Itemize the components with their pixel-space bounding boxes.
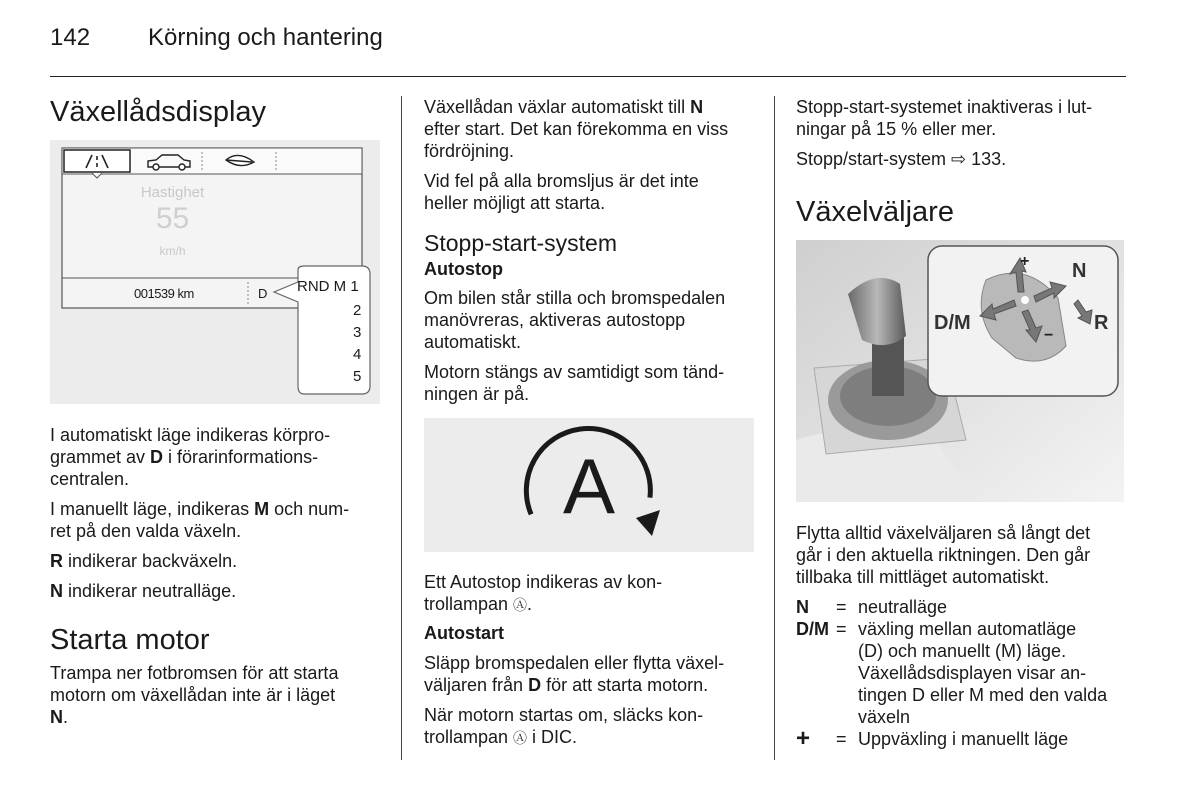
callout-gear-4: 4 <box>353 346 362 363</box>
legend-key-plus: + <box>796 725 811 752</box>
callout-gear-2: 2 <box>353 302 362 319</box>
col2-autostart-text <box>424 652 760 749</box>
shifter-label-dm: D/M <box>934 312 971 334</box>
heading-vaxelladsdisplay: Växellådsdisplay <box>50 96 267 128</box>
autostop-symbol-figure <box>424 418 754 552</box>
shifter-label-n: N <box>1072 260 1087 282</box>
shifter-label-r: R <box>1094 312 1109 334</box>
speed-unit: km/h <box>159 244 186 258</box>
callout-gear-5: 5 <box>353 368 362 385</box>
col2-lower-text <box>424 571 760 616</box>
legend-row <box>796 596 1107 618</box>
col3-shifter-text <box>796 522 1136 588</box>
paragraph: Flytta alltid växelväljaren så långt det går i den aktuella riktningen. Den går tillbaka till mittläget automatiskt. <box>796 523 1091 587</box>
autostop-indicator-icon: Ⓐ <box>513 597 528 613</box>
legend-eq: = <box>836 729 847 749</box>
callout-gear-positions: RND M 1 <box>297 278 359 295</box>
paragraph: N indikerar neutralläge. <box>50 581 237 601</box>
gearbox-display-figure <box>50 140 380 404</box>
heading-vaxelvaljare: Växelväljare <box>796 196 954 228</box>
gearbox-display-illustration <box>50 140 380 404</box>
paragraph: När motorn startas om, släcks kon- trollampan Ⓐ i DIC. <box>424 705 704 747</box>
column-divider-2 <box>774 96 775 760</box>
callout-gear-numbers <box>353 300 361 388</box>
paragraph: R indikerar backväxeln. <box>50 551 238 571</box>
column-divider-1 <box>401 96 402 760</box>
paragraph: Trampa ner fotbromsen för att starta motorn om växellådan inte är i läget N. <box>50 663 339 727</box>
col3-intro-text <box>796 96 1136 170</box>
legend-eq: = <box>836 619 847 639</box>
legend-desc: växling mellan automatläge (D) och manuellt (M) läge. Växellådsdisplayen visar an- tingen D eller M med den valda växeln <box>858 619 1108 727</box>
legend-row <box>796 618 1107 728</box>
autostop-indicator-icon: Ⓐ <box>513 730 528 746</box>
chapter-title: Körning och hantering <box>148 24 383 51</box>
speed-value: 55 <box>155 202 190 235</box>
col2-autostop-text <box>424 287 760 405</box>
legend-key: D/M <box>796 619 829 639</box>
odometer: 001539 km <box>134 286 194 301</box>
subheading-autostop: Autostop <box>424 259 503 279</box>
legend-key: N <box>796 597 809 617</box>
header-rule <box>50 76 1126 77</box>
gear-selector-figure <box>796 240 1124 502</box>
paragraph: Stopp/start-system ⇨ 133. <box>796 149 1007 169</box>
paragraph: Om bilen står stilla och bromspedalen manövreras, aktiveras autostopp automatiskt. <box>424 288 726 352</box>
shifter-legend <box>796 596 1107 750</box>
paragraph: I manuellt läge, indikeras M och num- ret på den valda växeln. <box>50 499 350 541</box>
heading-starta-motor: Starta motor <box>50 624 210 656</box>
paragraph: Släpp bromspedalen eller flytta växel- väljaren från D för att starta motorn. <box>424 653 725 695</box>
legend-desc: neutralläge <box>858 597 948 617</box>
paragraph: Vid fel på alla bromsljus är det inte heller möjligt att starta. <box>424 171 699 213</box>
col2-intro-text <box>424 96 760 214</box>
paragraph: Stopp-start-systemet inaktiveras i lut- ningar på 15 % eller mer. <box>796 97 1093 139</box>
paragraph: Ett Autostop indikeras av kon- trollampan Ⓐ. <box>424 572 663 614</box>
legend-eq: = <box>836 597 847 617</box>
speed-label: Hastighet <box>140 184 205 201</box>
legend-row <box>796 728 1107 750</box>
svg-text:+: + <box>1020 253 1030 270</box>
subheading-autostart: Autostart <box>424 623 504 643</box>
col1-text-block <box>50 424 390 602</box>
paragraph: I automatiskt läge indikeras körpro- grammet av D i förarinformations- centralen. <box>50 425 331 489</box>
legend-desc: Uppväxling i manuellt läge <box>858 729 1069 749</box>
col1-starta-text <box>50 662 390 728</box>
callout-gear-3: 3 <box>353 324 362 341</box>
page-number: 142 <box>50 24 91 51</box>
autostop-letter: A <box>562 442 616 530</box>
paragraph: Växellådan växlar automatiskt till N efter start. Det kan förekomma en viss fördröjning. <box>424 97 729 161</box>
heading-stopp-start: Stopp-start-system <box>424 230 617 256</box>
svg-text:−: − <box>1044 327 1054 344</box>
paragraph: Motorn stängs av samtidigt som tänd- ningen är på. <box>424 362 725 404</box>
gear-indicator: D <box>258 286 268 301</box>
